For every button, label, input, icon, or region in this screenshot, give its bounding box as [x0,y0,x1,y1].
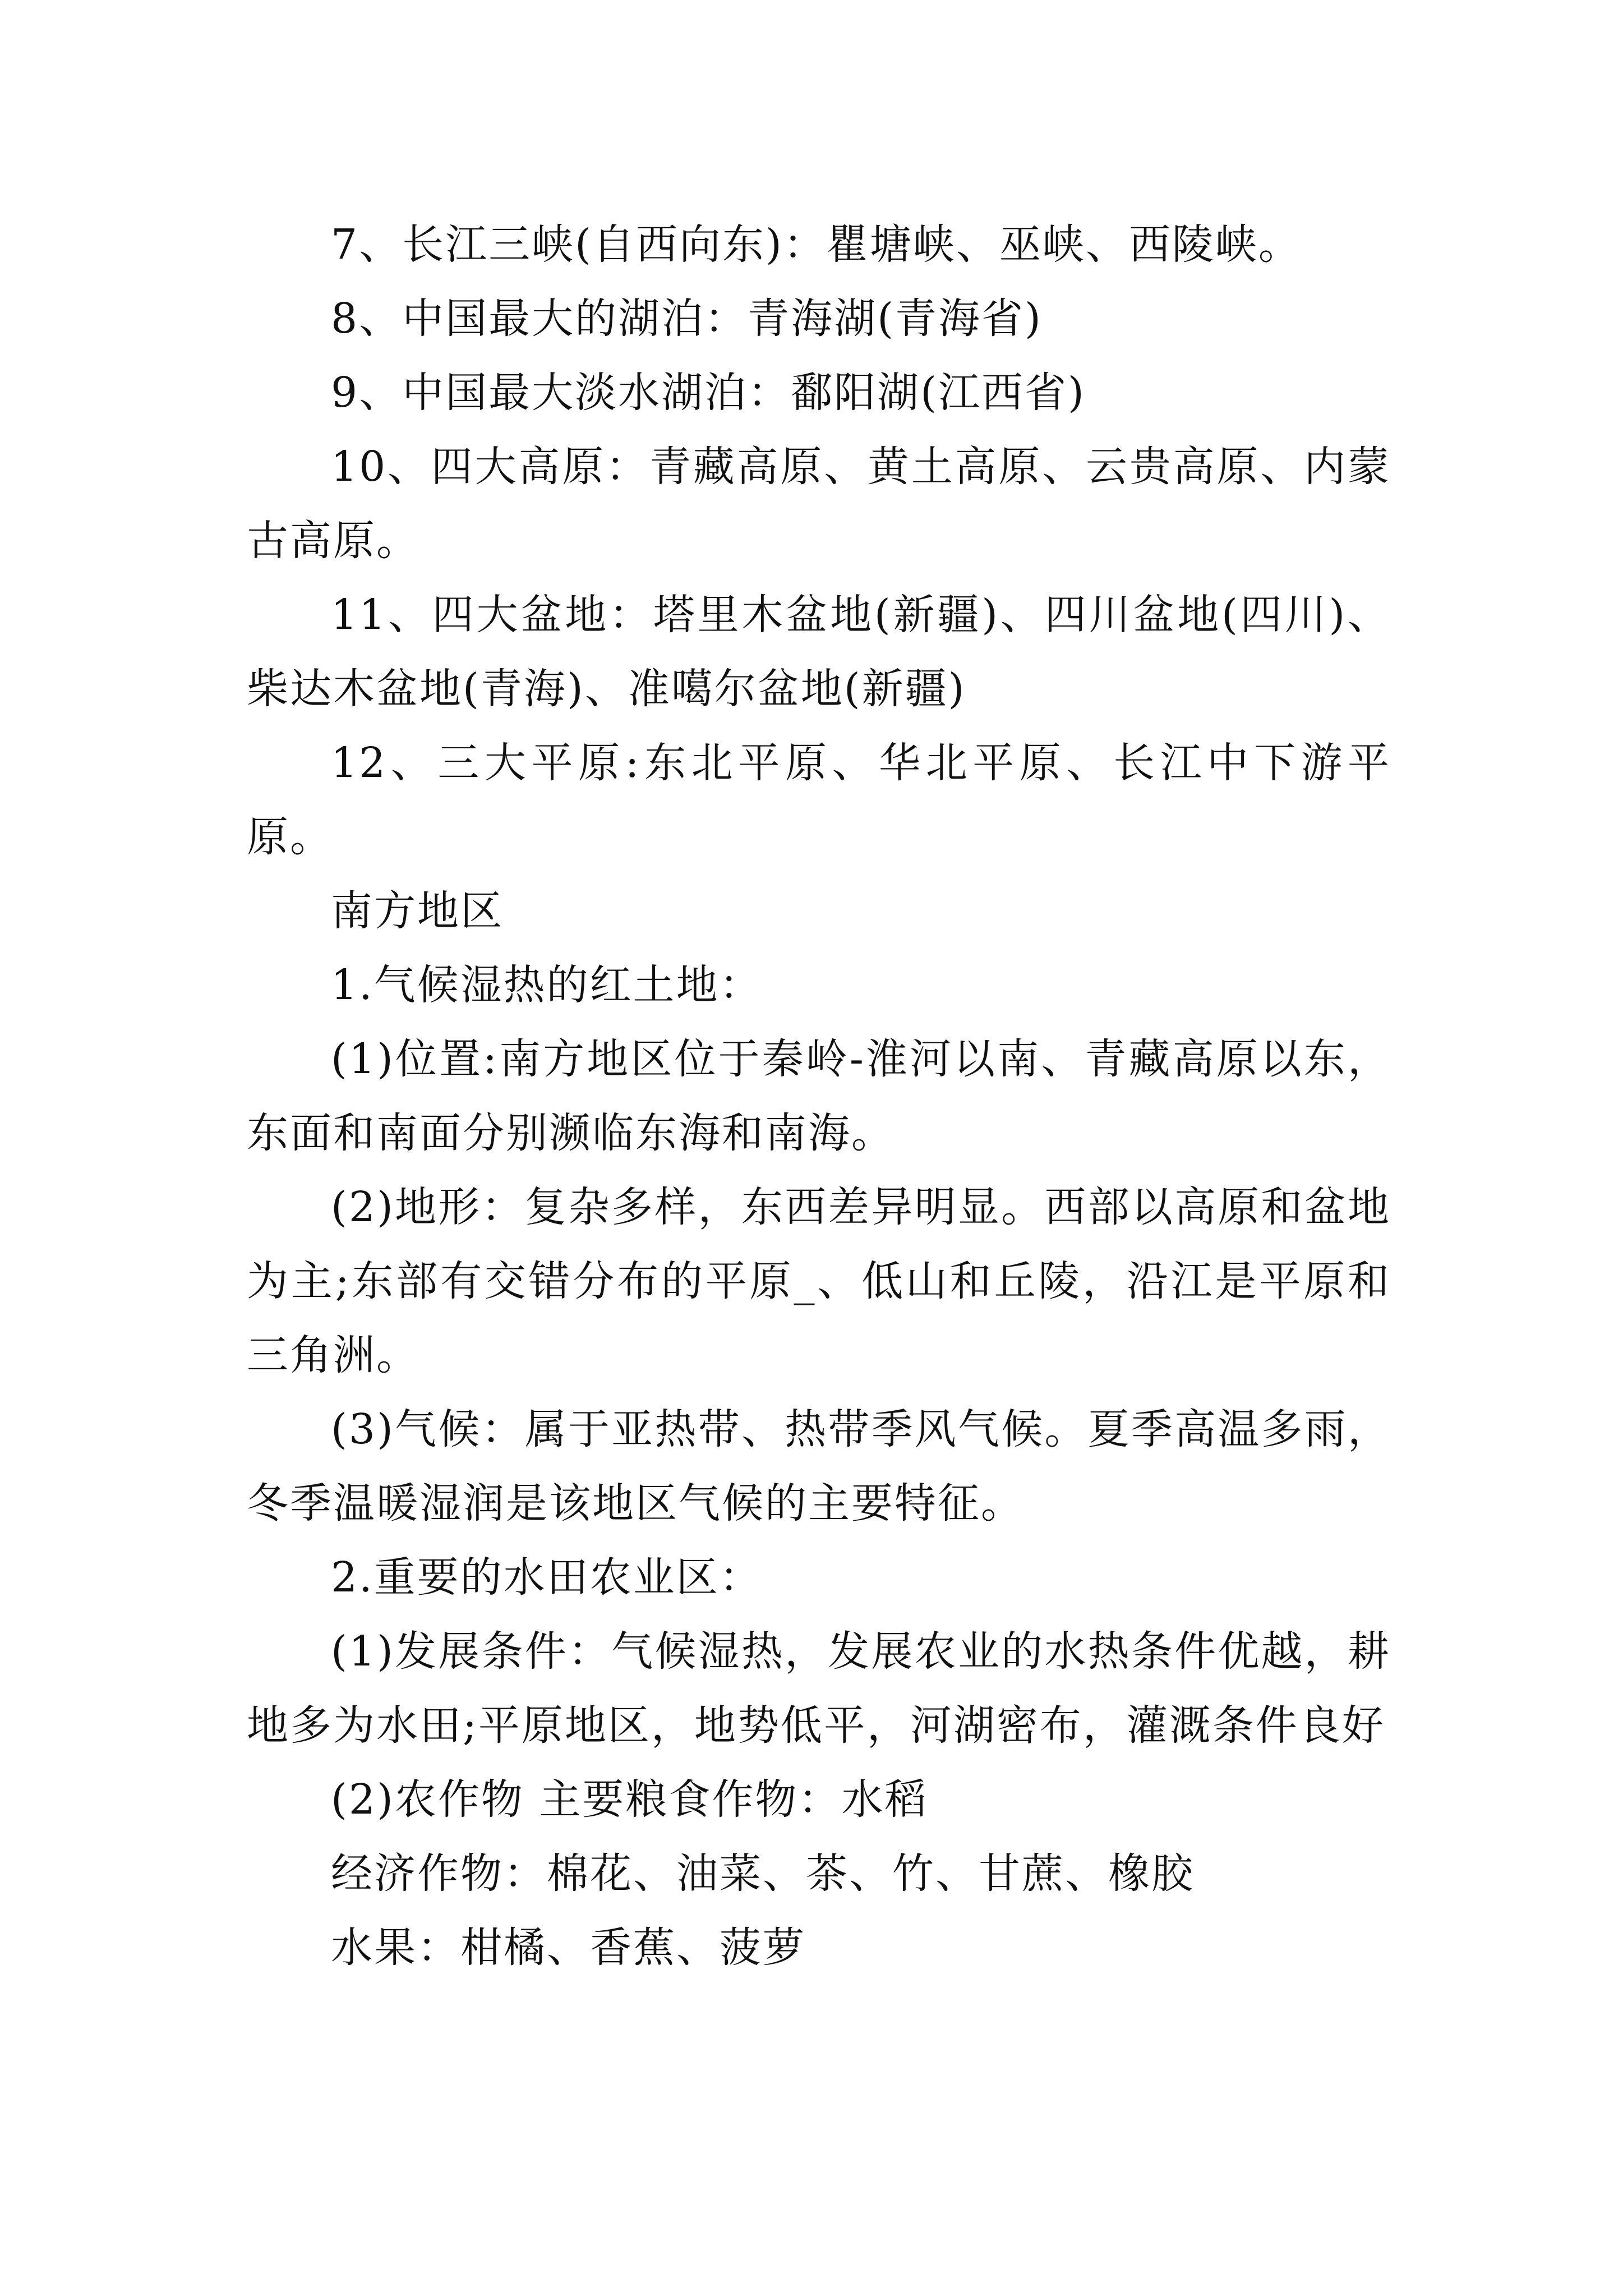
paragraph-location: (1)位置:南方地区位于秦岭-淮河以南、青藏高原以东，东面和南面分别濒临东海和南海。 [247,1035,1391,1157]
paragraph-cash-crops: 经济作物：棉花、油菜、茶、竹、甘蔗、橡胶 [331,1849,1195,1898]
section-heading-southern-region: 南方地区 [331,887,504,935]
paragraph-three-plains: 12、三大平原:东北平原、华北平原、长江中下游平原。 [247,739,1391,861]
subheading-paddy-agriculture: 2.重要的水田农业区： [331,1553,763,1602]
paragraph-development-conditions: (1)发展条件：气候湿热，发展农业的水热条件优越，耕地多为水田;平原地区，地势低平，河湖密布，灌溉条件良好 [247,1627,1391,1750]
subheading-red-soil: 1.气候湿热的红土地： [331,961,763,1009]
paragraph-four-basins: 11、四大盆地：塔里木盆地(新疆)、四川盆地(四川)、柴达木盆地(青海)、准噶尔盆地(新疆) [247,591,1391,713]
paragraph-fruits: 水果：柑橘、香蕉、菠萝 [331,1924,806,1972]
paragraph-largest-freshwater-lake: 9、中国最大淡水湖泊：鄱阳湖(江西省) [331,369,1086,417]
paragraph-crops: (2)农作物 主要粮食作物：水稻 [331,1775,928,1824]
paragraph-climate: (3)气候：属于亚热带、热带季风气候。夏季高温多雨，冬季温暖湿润是该地区气候的主要特征。 [247,1405,1391,1527]
document-body [247,208,1391,1985]
paragraph-largest-lake: 8、中国最大的湖泊：青海湖(青海省) [331,295,1043,343]
paragraph-three-gorges: 7、长江三峡(自西向东)：瞿塘峡、巫峡、西陵峡。 [331,220,1302,269]
paragraph-terrain: (2)地形：复杂多样，东西差异明显。西部以高原和盆地为主;东部有交错分布的平原_、低山和丘陵，沿江是平原和三角洲。 [247,1183,1391,1379]
paragraph-four-plateaus: 10、四大高原：青藏高原、黄土高原、云贵高原、内蒙古高原。 [247,443,1391,565]
